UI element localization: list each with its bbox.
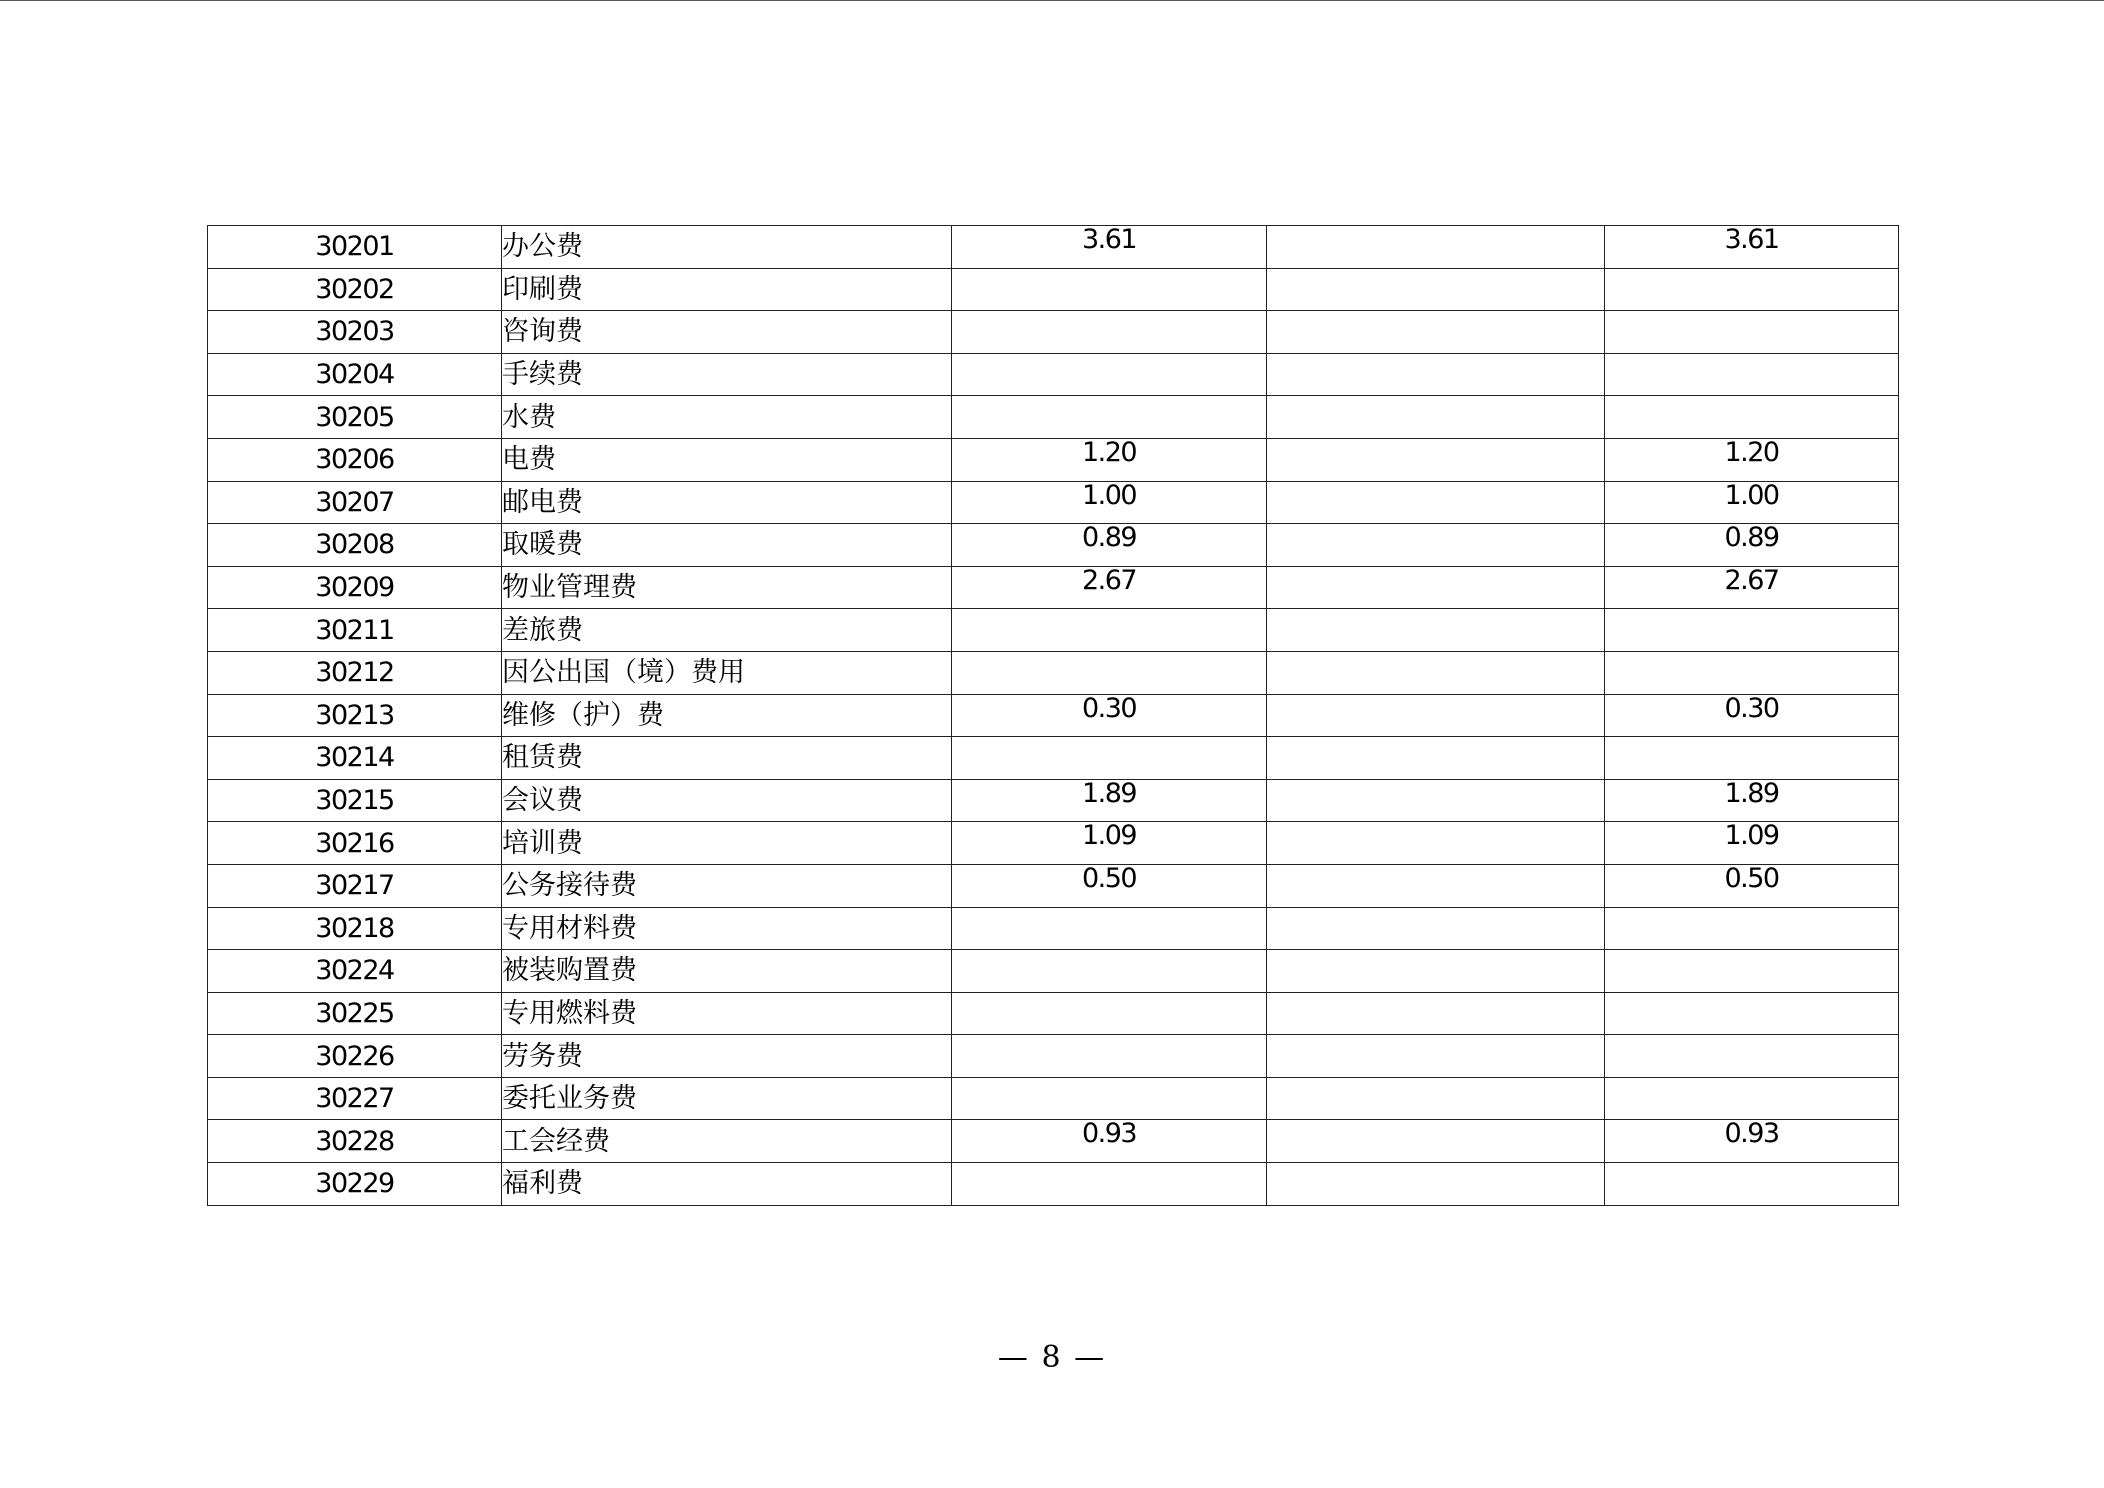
row-amount-cell <box>1605 907 1899 950</box>
row-amount-cell: 2.67 <box>1605 566 1899 609</box>
row-name-cell: 取暖费 <box>502 524 952 567</box>
row-amount-cell: 1.89 <box>952 779 1267 822</box>
page-number: — 8 — <box>997 1340 1107 1375</box>
row-name-cell: 水费 <box>502 396 952 439</box>
row-amount-cell <box>1605 1035 1899 1078</box>
table-row <box>208 1163 1899 1206</box>
row-amount-cell <box>952 1163 1267 1206</box>
row-amount-cell <box>1605 1163 1899 1206</box>
row-amount-cell <box>1267 566 1605 609</box>
row-amount-cell: 1.09 <box>1605 822 1899 865</box>
row-amount-cell: 0.50 <box>952 864 1267 907</box>
row-amount-cell <box>952 396 1267 439</box>
row-amount-cell <box>1605 737 1899 780</box>
row-amount-cell <box>1267 524 1605 567</box>
row-name-cell: 差旅费 <box>502 609 952 652</box>
row-code-cell: 30209 <box>208 566 502 609</box>
table-row <box>208 226 1899 269</box>
row-code-cell: 30202 <box>208 268 502 311</box>
row-amount-cell <box>952 737 1267 780</box>
row-code-cell: 30226 <box>208 1035 502 1078</box>
row-code-cell: 30207 <box>208 481 502 524</box>
row-amount-cell: 1.00 <box>1605 481 1899 524</box>
row-amount-cell: 0.93 <box>1605 1120 1899 1163</box>
row-code-cell: 30211 <box>208 609 502 652</box>
row-name-cell: 物业管理费 <box>502 566 952 609</box>
row-amount-cell <box>1267 864 1605 907</box>
table-row <box>208 737 1899 780</box>
row-amount-cell <box>1605 950 1899 993</box>
row-amount-cell <box>1267 268 1605 311</box>
row-amount-cell <box>1267 1077 1605 1120</box>
row-amount-cell: 0.50 <box>1605 864 1899 907</box>
row-code-cell: 30229 <box>208 1163 502 1206</box>
row-amount-cell <box>1267 353 1605 396</box>
row-amount-cell <box>1605 353 1899 396</box>
row-amount-cell <box>1605 311 1899 354</box>
row-amount-cell <box>1267 438 1605 481</box>
row-code-cell: 30201 <box>208 226 502 269</box>
row-code-cell: 30206 <box>208 438 502 481</box>
row-name-cell: 培训费 <box>502 822 952 865</box>
row-name-cell: 会议费 <box>502 779 952 822</box>
row-amount-cell <box>1267 396 1605 439</box>
table-row <box>208 353 1899 396</box>
page-top-edge <box>0 0 2104 1</box>
row-amount-cell <box>1267 226 1605 269</box>
row-code-cell: 30224 <box>208 950 502 993</box>
row-amount-cell <box>1267 1035 1605 1078</box>
table-row <box>208 396 1899 439</box>
row-amount-cell <box>1605 992 1899 1035</box>
row-name-cell: 委托业务费 <box>502 1077 952 1120</box>
row-name-cell: 手续费 <box>502 353 952 396</box>
row-amount-cell <box>952 1035 1267 1078</box>
row-code-cell: 30228 <box>208 1120 502 1163</box>
row-name-cell: 办公费 <box>502 226 952 269</box>
row-amount-cell <box>1605 609 1899 652</box>
row-code-cell: 30225 <box>208 992 502 1035</box>
row-amount-cell <box>1267 609 1605 652</box>
row-amount-cell <box>952 609 1267 652</box>
row-amount-cell: 0.30 <box>1605 694 1899 737</box>
row-amount-cell: 1.89 <box>1605 779 1899 822</box>
row-amount-cell <box>1267 950 1605 993</box>
row-amount-cell: 2.67 <box>952 566 1267 609</box>
table-row <box>208 524 1899 567</box>
row-code-cell: 30216 <box>208 822 502 865</box>
row-code-cell: 30217 <box>208 864 502 907</box>
table-row <box>208 864 1899 907</box>
row-amount-cell <box>1267 1120 1605 1163</box>
row-amount-cell <box>1267 907 1605 950</box>
row-amount-cell <box>1605 1077 1899 1120</box>
row-amount-cell <box>1267 651 1605 694</box>
row-amount-cell <box>1267 694 1605 737</box>
row-code-cell: 30212 <box>208 651 502 694</box>
row-code-cell: 30203 <box>208 311 502 354</box>
row-name-cell: 被装购置费 <box>502 950 952 993</box>
row-amount-cell <box>952 651 1267 694</box>
row-amount-cell <box>952 907 1267 950</box>
table-row <box>208 950 1899 993</box>
table-row <box>208 1035 1899 1078</box>
row-name-cell: 维修（护）费 <box>502 694 952 737</box>
row-code-cell: 30227 <box>208 1077 502 1120</box>
row-amount-cell <box>952 353 1267 396</box>
row-amount-cell: 3.61 <box>952 226 1267 269</box>
expense-table <box>207 225 1899 1206</box>
row-amount-cell <box>1267 822 1605 865</box>
table-row <box>208 822 1899 865</box>
row-amount-cell: 1.00 <box>952 481 1267 524</box>
row-code-cell: 30214 <box>208 737 502 780</box>
table-row <box>208 481 1899 524</box>
row-amount-cell: 1.20 <box>1605 438 1899 481</box>
table-row <box>208 907 1899 950</box>
row-amount-cell <box>1605 396 1899 439</box>
row-name-cell: 福利费 <box>502 1163 952 1206</box>
row-amount-cell <box>1267 737 1605 780</box>
row-amount-cell <box>952 1077 1267 1120</box>
row-amount-cell <box>952 311 1267 354</box>
row-code-cell: 30215 <box>208 779 502 822</box>
row-amount-cell: 1.20 <box>952 438 1267 481</box>
row-code-cell: 30218 <box>208 907 502 950</box>
table-row <box>208 566 1899 609</box>
row-name-cell: 电费 <box>502 438 952 481</box>
table-row <box>208 1120 1899 1163</box>
row-code-cell: 30204 <box>208 353 502 396</box>
row-amount-cell: 0.30 <box>952 694 1267 737</box>
row-amount-cell <box>1605 268 1899 311</box>
row-amount-cell <box>1267 311 1605 354</box>
table-row <box>208 438 1899 481</box>
row-code-cell: 30208 <box>208 524 502 567</box>
row-amount-cell: 3.61 <box>1605 226 1899 269</box>
row-code-cell: 30213 <box>208 694 502 737</box>
expense-table-body <box>208 226 1899 1206</box>
row-name-cell: 劳务费 <box>502 1035 952 1078</box>
row-amount-cell: 0.89 <box>952 524 1267 567</box>
table-row <box>208 268 1899 311</box>
row-amount-cell <box>952 268 1267 311</box>
row-amount-cell <box>1267 1163 1605 1206</box>
row-name-cell: 邮电费 <box>502 481 952 524</box>
table-row <box>208 609 1899 652</box>
table-row <box>208 694 1899 737</box>
row-name-cell: 咨询费 <box>502 311 952 354</box>
row-name-cell: 租赁费 <box>502 737 952 780</box>
table-row <box>208 651 1899 694</box>
row-amount-cell <box>1605 651 1899 694</box>
row-amount-cell: 1.09 <box>952 822 1267 865</box>
row-amount-cell: 0.93 <box>952 1120 1267 1163</box>
row-name-cell: 因公出国（境）费用 <box>502 651 952 694</box>
row-amount-cell <box>952 950 1267 993</box>
row-name-cell: 专用燃料费 <box>502 992 952 1035</box>
row-amount-cell <box>1267 992 1605 1035</box>
table-row <box>208 1077 1899 1120</box>
table-row <box>208 992 1899 1035</box>
row-amount-cell: 0.89 <box>1605 524 1899 567</box>
row-amount-cell <box>1267 779 1605 822</box>
table-row <box>208 779 1899 822</box>
row-code-cell: 30205 <box>208 396 502 439</box>
row-amount-cell <box>1267 481 1605 524</box>
row-name-cell: 公务接待费 <box>502 864 952 907</box>
row-name-cell: 工会经费 <box>502 1120 952 1163</box>
row-name-cell: 印刷费 <box>502 268 952 311</box>
row-name-cell: 专用材料费 <box>502 907 952 950</box>
table-row <box>208 311 1899 354</box>
row-amount-cell <box>952 992 1267 1035</box>
